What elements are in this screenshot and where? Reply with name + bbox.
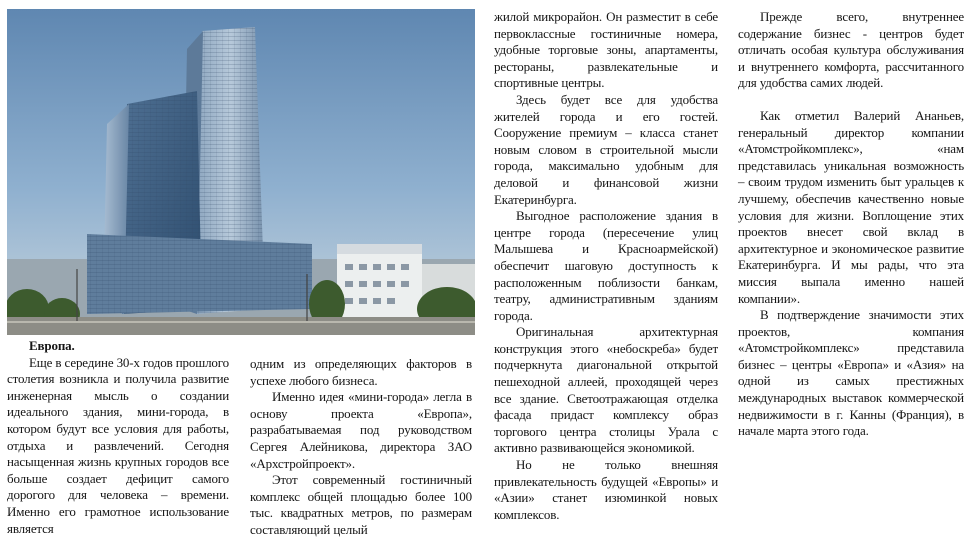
paragraph: Здесь будет все для удобства жителей города и его гостей. Сооружение премиум – класса станет новым словом в строительной мысли города, максимально удобным для деловой и финансовой жизни Екатеринбурга. — [494, 91, 718, 207]
text-column-3 — [494, 9, 718, 523]
paragraph: Как отметил Валерий Ананьев, генеральный директор компании «Атомстройкомплекс», «нам представилась уникальная возможность – своим трудом изменить быт уральцев к лучшему, обеспечив качественно новые условия для жизни. Воплощение этих проектов внесет свой вклад в архитектурное и экономическое развитие Екатеринбурга. И мы рады, что эта миссия выпала именно нашей компании». — [738, 107, 964, 306]
paragraph: Этот современный гостиничный комплекс общей площадью более 100 тыс. квадратных метров, по размерам составляющий целый — [250, 472, 472, 537]
paragraph: жилой микрорайон. Он разместит в себе первоклассные гостиничные номера, удобные торговые зоны, апартаменты, рестораны, развлекательные и спортивные центры. — [494, 9, 718, 91]
text-column-1 — [7, 338, 229, 537]
text-column-2 — [250, 356, 472, 539]
paragraph: Именно идея «мини-города» легла в основу проекта «Европа», разрабатываемая под руководством Сергея Алейникова, директора ЗАО «Архстройпроект». — [250, 389, 472, 471]
rendering-of-tower — [7, 9, 475, 335]
paragraph: Но не только внешняя привлекательность будущей «Европы» и «Азии» станет изюминкой новых комплексов. — [494, 457, 718, 522]
text-column-4 — [738, 9, 964, 440]
section-heading: Европа. — [29, 338, 75, 353]
building-photo — [7, 9, 475, 335]
paragraph: Выгодное расположение здания в центре города (пересечение улиц Малышева и Красноармейской) обеспечит шаговую доступность к расположенным поблизости банкам, театру, административным зданиям города. — [494, 208, 718, 323]
paragraph: Еще в середине 30-х годов прошлого столетия возникла и получила развитие инженерная мысль о создании идеального здания, мини-города, в котором будут все условия для работы, отдыха и развлечений. Сегодня насыщенная жизнь крупных городов все больше создает дефицит самого дорогого для человека – времени. Именно его грамотное использование является — [7, 354, 229, 536]
paragraph: одним из определяющих факторов в успехе любого бизнеса. — [250, 356, 472, 388]
paragraph: Прежде всего, внутреннее содержание бизнес - центров будет отличать особая культура обслуживания и внутреннего комфорта, рассчитанного для удобства самих людей. — [738, 9, 964, 91]
paragraph: Оригинальная архитектурная конструкция этого «небоскреба» будет подчеркнута диагональной открытой пешеходной аллеей, проходящей через все здание. Светоотражающая отделка фасада придаст комплексу образ торгового центра столицы Урала с активно развивающейся экономикой. — [494, 324, 718, 456]
paragraph: В подтверждение значимости этих проектов, компания «Атомстройкомплекс» представила бизнес – центры «Европа» и «Азия» на одной из самых престижных международных выставок коммерческой недвижимости в г. Канны (Франция), в начале марта этого года. — [738, 307, 964, 439]
